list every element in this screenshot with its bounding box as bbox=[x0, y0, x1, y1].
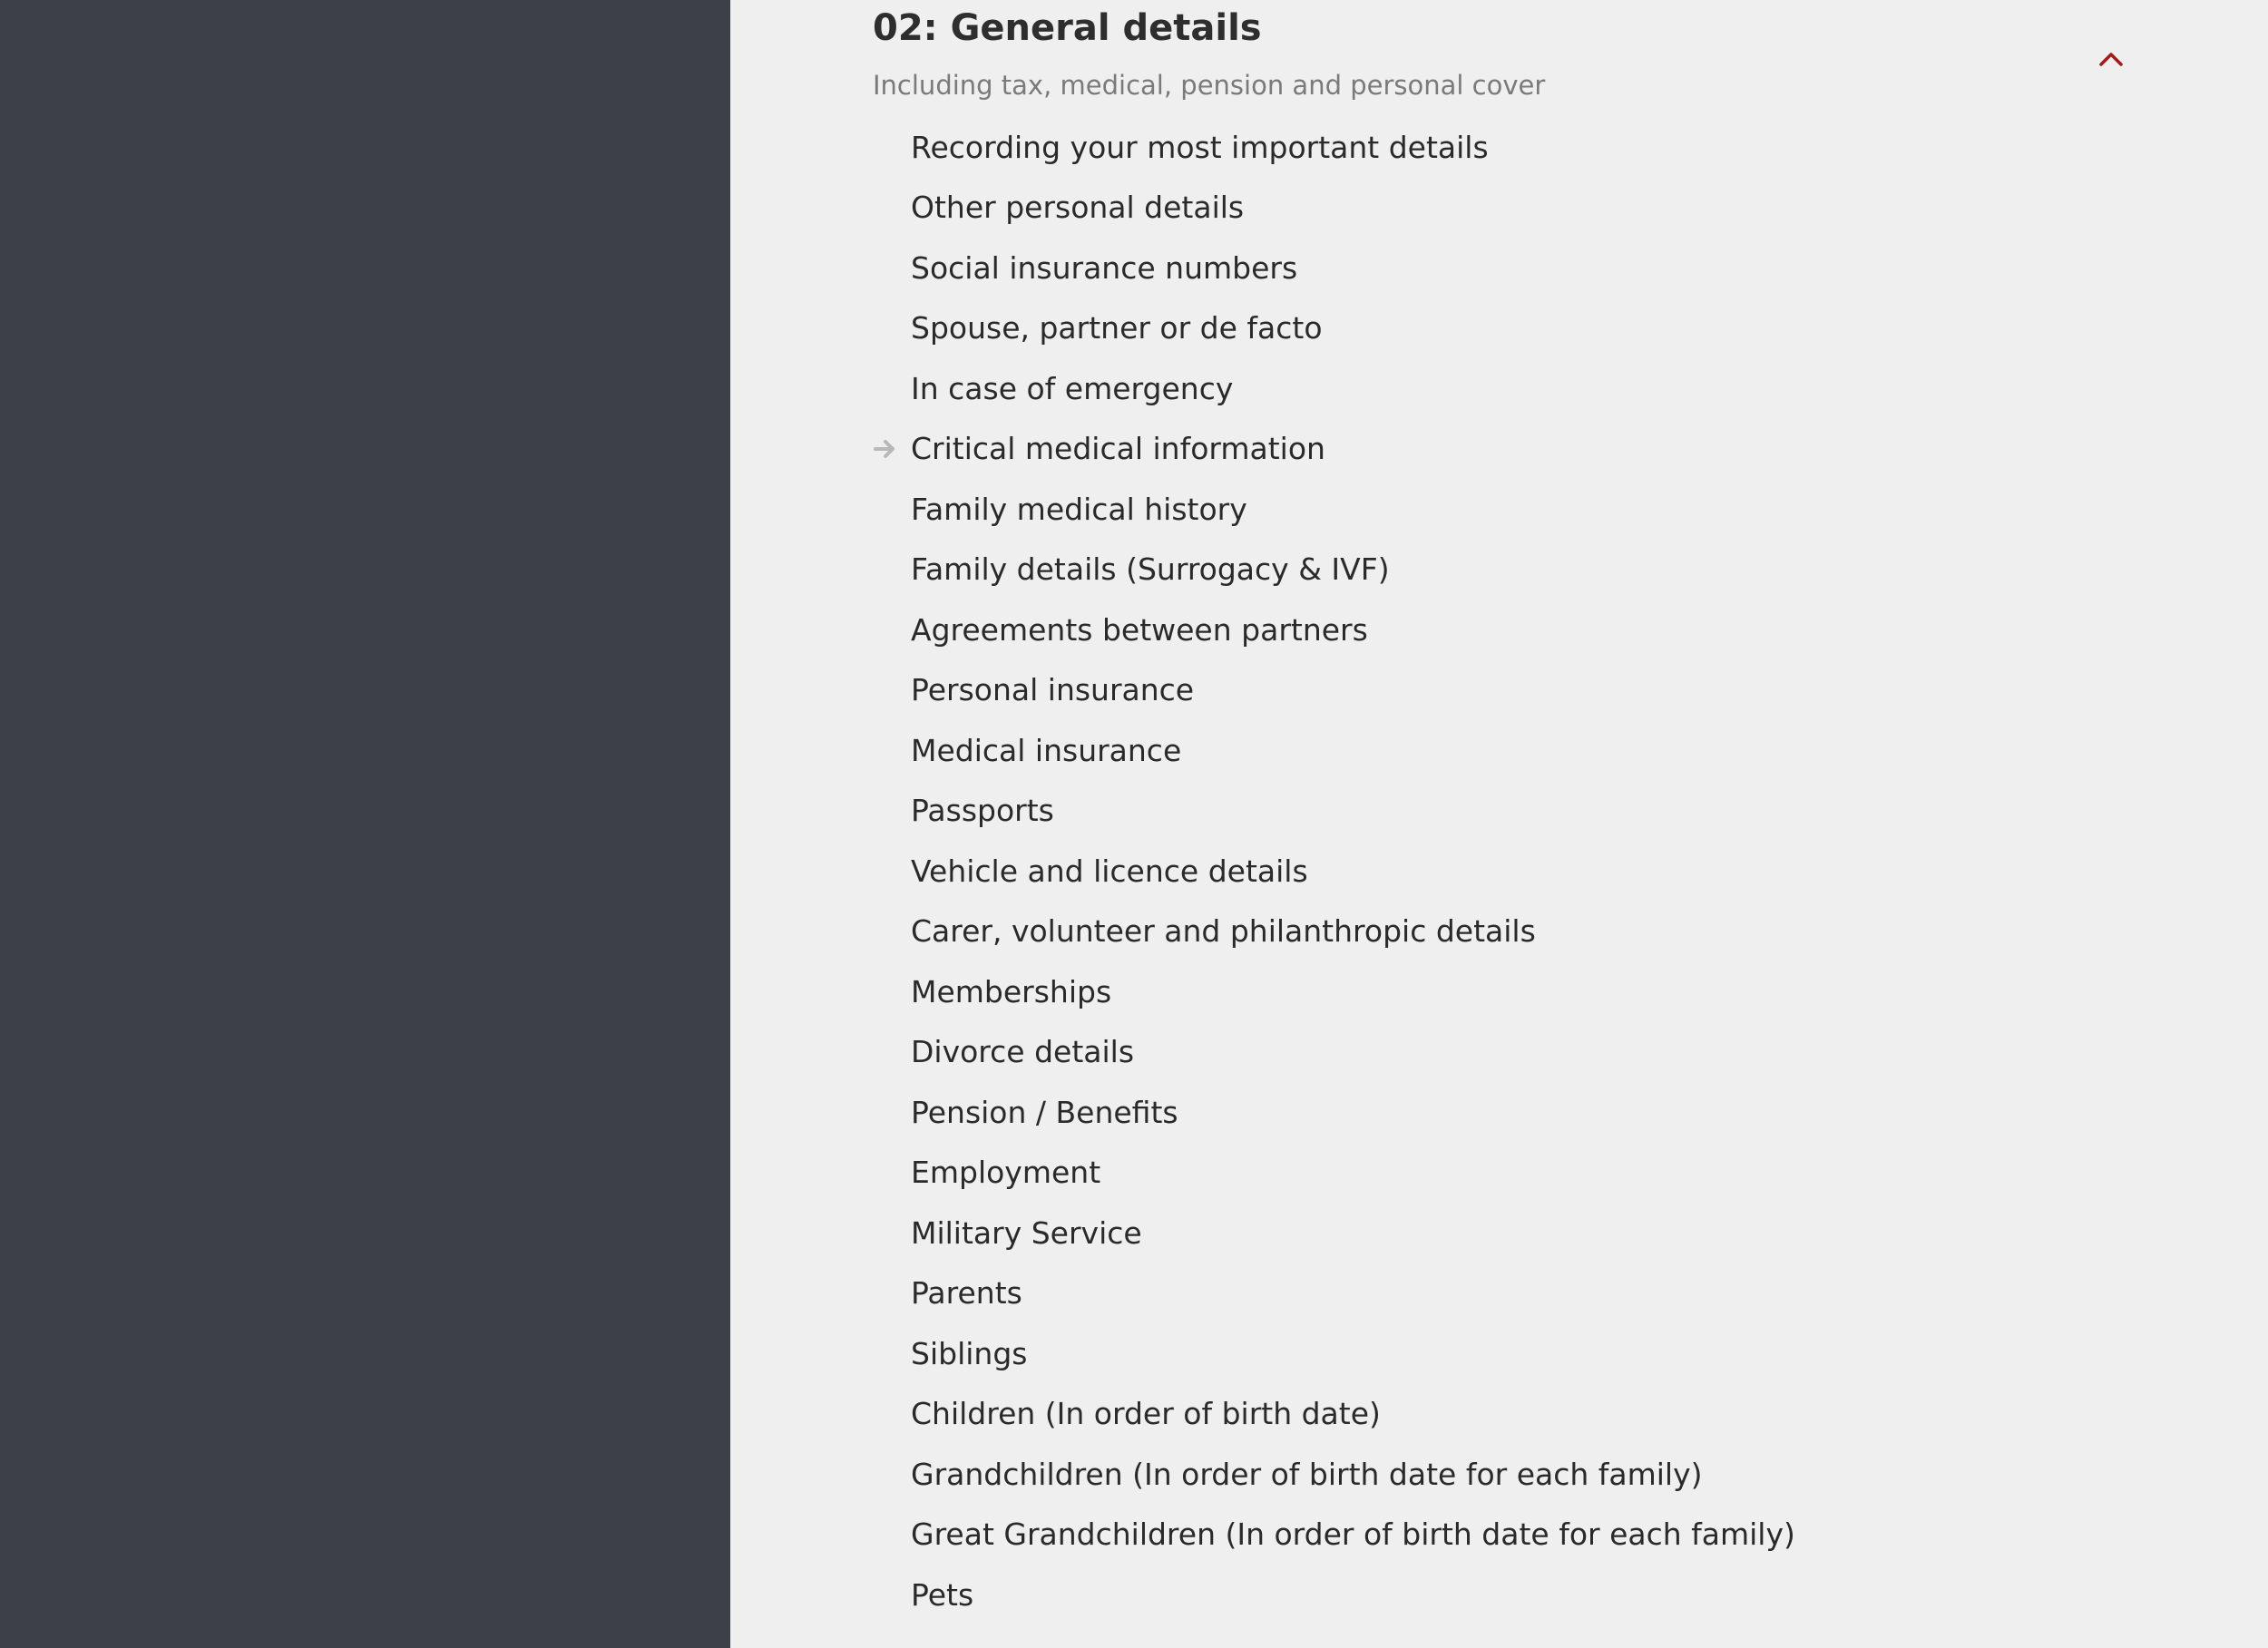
section-item[interactable] bbox=[873, 1143, 2143, 1204]
section-item-label: Vehicle and licence details bbox=[911, 853, 1308, 889]
section-item-label: Family medical history bbox=[911, 491, 1247, 527]
section-item[interactable] bbox=[873, 600, 2143, 660]
section-item[interactable] bbox=[873, 1022, 2143, 1083]
section-item[interactable] bbox=[873, 1505, 2143, 1565]
main-content bbox=[730, 0, 2268, 1648]
section-item[interactable] bbox=[873, 1263, 2143, 1324]
section-item-label: Family details (Surrogacy & IVF) bbox=[911, 551, 1390, 588]
sidebar bbox=[0, 0, 730, 1648]
section-item[interactable] bbox=[873, 1203, 2143, 1263]
section-item-label: Passports bbox=[911, 793, 1054, 829]
section-item-label: Grandchildren (In order of birth date for each family) bbox=[911, 1456, 1703, 1492]
section-item-label: Employment bbox=[911, 1155, 1101, 1191]
section-item-label: Pets bbox=[911, 1576, 974, 1613]
section-item-label: Great Grandchildren (In order of birth date for each family) bbox=[911, 1516, 1795, 1553]
section-subtitle: Including tax, medical, pension and personal cover bbox=[873, 70, 1546, 101]
section-item[interactable] bbox=[873, 1323, 2143, 1384]
section-item[interactable] bbox=[873, 720, 2143, 781]
section-item-label: Parents bbox=[911, 1275, 1022, 1312]
section-item-label: Recording your most important details bbox=[911, 129, 1489, 165]
section-item-label: Social insurance numbers bbox=[911, 249, 1298, 286]
section-item-label: Siblings bbox=[911, 1335, 1028, 1371]
section-item-label: Other personal details bbox=[911, 190, 1245, 226]
section-item-label: Children (In order of birth date) bbox=[911, 1396, 1381, 1432]
section-item-label: Medical insurance bbox=[911, 732, 1182, 768]
section-item[interactable] bbox=[873, 660, 2143, 721]
section-item[interactable] bbox=[873, 298, 2143, 359]
section-item-label: Military Service bbox=[911, 1214, 1142, 1251]
section-item[interactable] bbox=[873, 540, 2143, 600]
section-item-label: In case of emergency bbox=[911, 370, 1234, 406]
arrow-right-icon bbox=[873, 437, 900, 461]
section-item-label: Divorce details bbox=[911, 1034, 1135, 1070]
section-item[interactable] bbox=[873, 1384, 2143, 1445]
section-item[interactable] bbox=[873, 1565, 2143, 1625]
section-item[interactable] bbox=[873, 902, 2143, 962]
section-item[interactable] bbox=[873, 479, 2143, 540]
section-header[interactable] bbox=[873, 0, 2052, 118]
section-item[interactable] bbox=[873, 358, 2143, 419]
section-item[interactable] bbox=[873, 238, 2143, 298]
section-item[interactable] bbox=[873, 1082, 2143, 1143]
chevron-up-icon bbox=[2098, 51, 2124, 67]
section-item-list bbox=[873, 117, 2143, 1625]
section-item-label: Carer, volunteer and philanthropic details bbox=[911, 913, 1536, 950]
section-item-label: Memberships bbox=[911, 973, 1112, 1009]
section-item[interactable] bbox=[873, 841, 2143, 902]
section-item-label: Pension / Benefits bbox=[911, 1094, 1178, 1130]
section-item[interactable] bbox=[873, 781, 2143, 842]
section-item-label: Critical medical information bbox=[911, 431, 1325, 467]
section-item[interactable] bbox=[873, 178, 2143, 239]
section-item-label: Agreements between partners bbox=[911, 611, 1368, 648]
section-item[interactable] bbox=[873, 1444, 2143, 1505]
collapse-toggle-button[interactable] bbox=[2088, 41, 2134, 77]
section-item-label: Personal insurance bbox=[911, 672, 1195, 708]
section-item[interactable] bbox=[873, 117, 2143, 178]
section-item-label: Spouse, partner or de facto bbox=[911, 310, 1323, 346]
section-item[interactable] bbox=[873, 419, 2143, 480]
section-title: 02: General details bbox=[873, 7, 1262, 49]
section-item[interactable] bbox=[873, 961, 2143, 1022]
